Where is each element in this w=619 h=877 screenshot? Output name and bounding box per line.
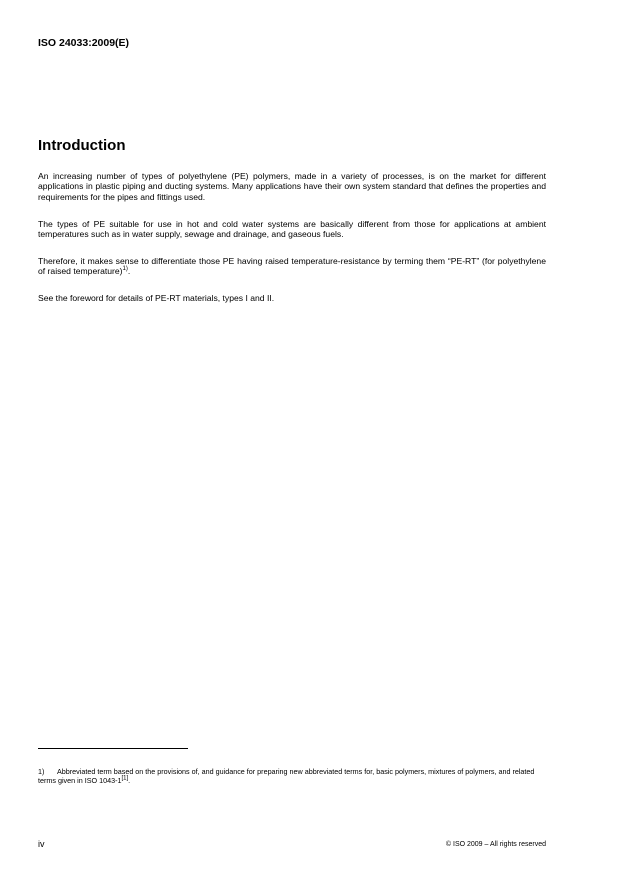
page-number: iv [38, 839, 45, 849]
paragraph-3-period: . [127, 266, 131, 277]
footnote-separator [38, 748, 188, 749]
bibliography-reference: [1] [121, 776, 129, 783]
footnote-marker: 1) [38, 767, 45, 776]
intro-paragraph-1: An increasing number of types of polyethylene (PE) polymers, made in a variety of processes, is on the market for different applications in plastic piping and ducting systems. Many applications have their own system standard that defines the properties and requirements for the pipes and fittings used. [38, 171, 546, 202]
footnote [38, 767, 546, 786]
intro-paragraph-2: The types of PE suitable for use in hot and cold water systems are basically different from those for applications at ambient temperatures such as in water supply, sewage and drainage, and gaseous fuels. [38, 219, 546, 240]
document-id: ISO 24033:2009(E) [38, 37, 130, 49]
footnote-period: . [128, 776, 131, 786]
intro-paragraph-4: See the foreword for details of PE-RT materials, types I and II. [38, 293, 275, 303]
section-title: Introduction [38, 137, 126, 154]
paragraph-3-text: Therefore, it makes sense to differentiate those PE having raised temperature-resistance by terming them “PE-RT” (for polyethylene of raised temperature) [38, 256, 546, 277]
footnote-reference: 1) [122, 266, 128, 273]
copyright-notice: © ISO 2009 – All rights reserved [445, 841, 546, 848]
intro-paragraph-3 [38, 256, 546, 277]
footnote-text: Abbreviated term based on the provisions of, and guidance for preparing new abbreviated terms for, basic polymers, mixtures of polymers, and related terms given in ISO 1043-1 [38, 767, 535, 786]
